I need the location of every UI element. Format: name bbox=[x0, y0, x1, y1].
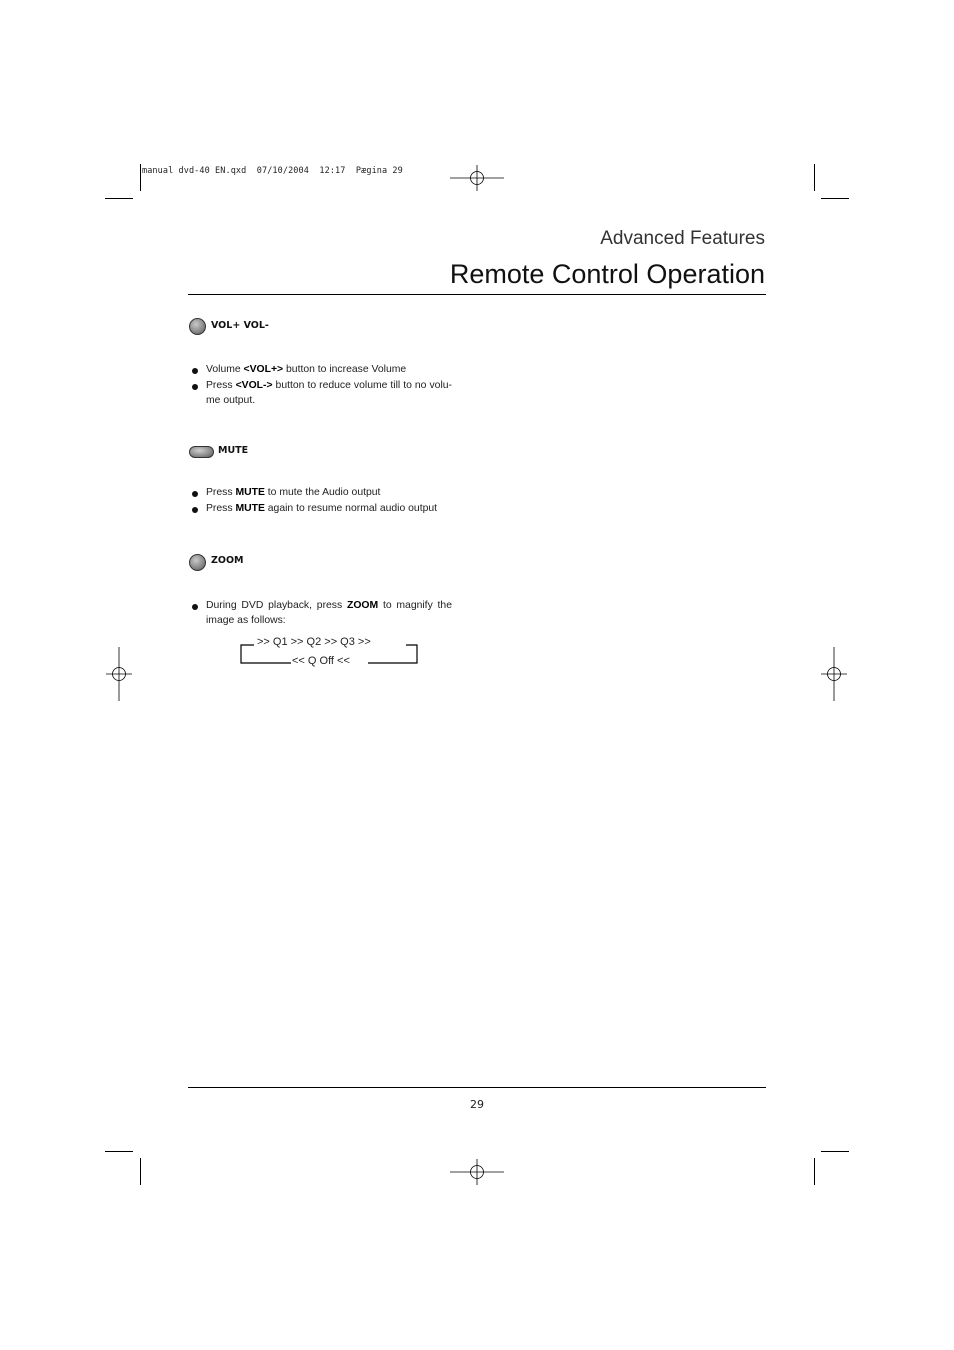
zoom-flow-forward: >> Q1 >> Q2 >> Q3 >> bbox=[257, 636, 371, 648]
crop-mark bbox=[814, 1158, 815, 1185]
bullet-icon bbox=[192, 368, 198, 374]
list-item: Volume <VOL+> button to increase Volume bbox=[190, 363, 452, 378]
crop-mark bbox=[105, 1151, 133, 1152]
list-item: Press MUTE again to resume normal audio output bbox=[190, 502, 452, 517]
header-rule bbox=[188, 294, 766, 295]
crop-mark bbox=[140, 164, 141, 191]
bullet-icon bbox=[192, 604, 198, 610]
bullet-icon bbox=[192, 384, 198, 390]
section-subtitle: Advanced Features bbox=[600, 228, 765, 249]
page-title: Remote Control Operation bbox=[449, 259, 765, 289]
crop-mark bbox=[821, 198, 849, 199]
crop-mark bbox=[821, 1151, 849, 1152]
bullet-icon bbox=[192, 507, 198, 513]
list-item: Press <VOL-> button to reduce volume till to no volu-me output. bbox=[190, 379, 452, 408]
bullet-icon bbox=[192, 491, 198, 497]
registration-mark-icon bbox=[450, 1159, 504, 1185]
mute-bullet-list bbox=[190, 486, 452, 518]
registration-mark-icon bbox=[821, 647, 847, 701]
registration-mark-icon bbox=[450, 165, 504, 191]
crop-mark bbox=[105, 198, 133, 199]
registration-mark-icon bbox=[106, 647, 132, 701]
list-item: During DVD playback, press ZOOM to magnify the image as follows: bbox=[190, 599, 452, 628]
footer-rule bbox=[188, 1087, 766, 1088]
slug-line: manual dvd-40 EN.qxd 07/10/2004 12:17 Pægina 29 bbox=[142, 166, 403, 176]
crop-mark bbox=[140, 1158, 141, 1185]
zoom-label: ZOOM bbox=[211, 555, 244, 566]
zoom-flow-return: << Q Off << bbox=[292, 655, 350, 667]
vol-bullet-list bbox=[190, 363, 452, 410]
vol-label: VOL+ VOL- bbox=[211, 320, 269, 331]
zoom-button-icon bbox=[189, 554, 206, 571]
zoom-bullet-list bbox=[190, 599, 452, 630]
mute-button-icon bbox=[189, 446, 214, 458]
mute-label: MUTE bbox=[218, 445, 249, 456]
page-number: 29 bbox=[470, 1098, 484, 1111]
vol-button-icon bbox=[189, 318, 206, 335]
list-item: Press MUTE to mute the Audio output bbox=[190, 486, 452, 501]
crop-mark bbox=[814, 164, 815, 191]
